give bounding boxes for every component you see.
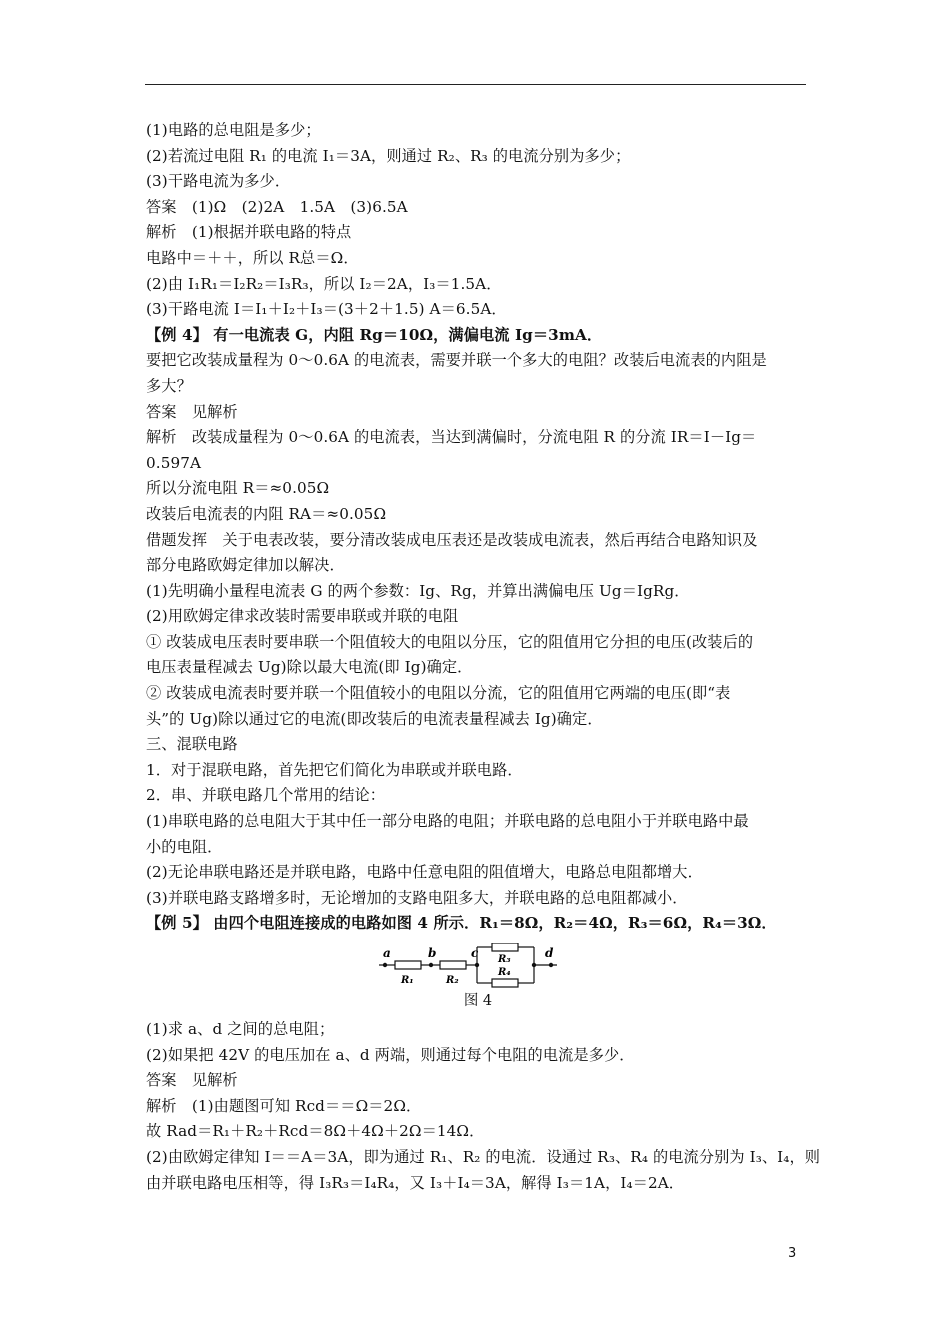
tip-line: 借题发挥 关于电表改装，要分清改装成电压表还是改装成电流表，然后再结合电路知识及 <box>146 530 758 549</box>
resistor-r2 <box>440 961 466 969</box>
text-line: 多大？ <box>146 376 192 395</box>
text-line: 1．对于混联电路，首先把它们简化为串联或并联电路． <box>146 760 523 779</box>
analysis-line: 解析 (1)由题图可知 Rcd＝＝Ω＝2Ω． <box>146 1096 422 1115</box>
circuit-figure <box>146 943 808 987</box>
text-line: (3)干路电流为多少． <box>146 172 291 191</box>
text-line: (2)由欧姆定律知 I＝＝A＝3A，即为通过 R₁、R₂ 的电流．设通过 R₃、R₄ 的电流分别为 I₃、I₄，则 <box>146 1147 821 1166</box>
analysis-line: 解析 (1)根据并联电路的特点 <box>146 223 352 242</box>
text-line: (2)如果把 42V 的电压加在 a、d 两端，则通过每个电阻的电流是多少． <box>146 1045 635 1064</box>
text-line: 改装后电流表的内阻 RA＝≈0.05Ω <box>146 504 387 523</box>
answer-line: 答案 (1)Ω (2)2A 1.5A (3)6.5A <box>146 197 408 216</box>
label-c: c <box>471 946 479 960</box>
text-line: 由并联电路电压相等，得 I₃R₃＝I₄R₄，又 I₃＋I₄＝3A，解得 I₃＝1A，I₄＝2A． <box>146 1173 685 1192</box>
resistor-r1 <box>395 961 421 969</box>
text-line: (3)并联电路支路增多时，无论增加的支路电阻多大，并联电路的总电阻都减小． <box>146 888 688 907</box>
text-line: 0.597A <box>146 453 202 472</box>
text-line: 电路中＝＋＋，所以 R总＝Ω． <box>146 248 359 267</box>
document-body <box>146 118 821 1196</box>
label-r4: R₄ <box>498 967 511 978</box>
text-line: 要把它改装成量程为 0～0.6A 的电流表，需要并联一个多大的电阻？改装后电流表的内阻是 <box>146 351 767 370</box>
text-line: (1)先明确小量程电流表 G 的两个参数：Ig、Rg，并算出满偏电压 Ug＝IgRg． <box>146 581 690 600</box>
label-r1: R₁ <box>401 975 414 986</box>
text-line: (2)由 I₁R₁＝I₂R₂＝I₃R₃，所以 I₂＝2A，I₃＝1.5A． <box>146 274 502 293</box>
section-heading: 三、混联电路 <box>146 735 238 754</box>
label-d: d <box>545 946 554 960</box>
text-line: 2．串、并联电路几个常用的结论： <box>146 786 386 805</box>
answer-line: 答案 见解析 <box>146 402 238 421</box>
text-line: 所以分流电阻 R＝≈0.05Ω <box>146 479 330 498</box>
terminal-d <box>549 963 553 967</box>
text-line: 小的电阻． <box>146 837 223 856</box>
text-line: (2)无论串联电路还是并联电路，电路中任意电阻的阻值增大，电路总电阻都增大． <box>146 863 703 882</box>
label-r2: R₂ <box>446 975 459 986</box>
text-line: ② 改装成电流表时要并联一个阻值较小的电阻以分流，它的阻值用它两端的电压(即“表 <box>146 684 731 703</box>
text-line: (3)干路电流 I＝I₁＋I₂＋I₃＝(3＋2＋1.5) A＝6.5A． <box>146 300 507 319</box>
text-line: (1)求 a、d 之间的总电阻； <box>146 1020 335 1038</box>
text-line: 部分电路欧姆定律加以解决． <box>146 556 345 575</box>
text-line: (1)串联电路的总电阻大于其中任一部分电路的电阻；并联电路的总电阻小于并联电路中最 <box>146 812 749 831</box>
resistor-r3 <box>492 943 518 951</box>
label-r3: R₃ <box>498 954 511 965</box>
text-line: 电压表量程减去 Ug)除以最大电流(即 Ig)确定． <box>146 658 473 677</box>
text-line: (1)电路的总电阻是多少； <box>146 121 321 139</box>
answer-line: 答案 见解析 <box>146 1071 238 1090</box>
text-line: 故 Rad＝R₁＋R₂＋Rcd＝8Ω＋4Ω＋2Ω＝14Ω． <box>146 1122 485 1141</box>
analysis-line: 解析 改装成量程为 0～0.6A 的电流表，当达到满偏时，分流电阻 R 的分流 IR＝I－Ig＝ <box>146 428 757 447</box>
text-line: (2)若流过电阻 R₁ 的电流 I₁＝3A，则通过 R₂、R₃ 的电流分别为多少； <box>146 146 631 165</box>
example-4-heading: 【例 4】 有一电流表 G，内阻 Rg＝10Ω，满偏电流 Ig＝3mA． <box>146 325 603 344</box>
label-a: a <box>383 946 391 960</box>
text-line: ① 改装成电压表时要串联一个阻值较大的电阻以分压，它的阻值用它分担的电压(改装后的 <box>146 632 754 651</box>
figure-caption: 图 4 <box>463 993 493 1009</box>
text-line: 头”的 Ug)除以通过它的电流(即改装后的电流表量程减去 Ig)确定． <box>146 709 603 728</box>
text-line: (2)用欧姆定律求改装时需要串联或并联的电阻 <box>146 607 459 626</box>
resistor-r4 <box>492 979 518 987</box>
example-5-heading: 【例 5】 由四个电阻连接成的电路如图 4 所示．R₁＝8Ω，R₂＝4Ω，R₃＝6Ω，R₄＝3Ω． <box>146 914 777 933</box>
label-b: b <box>428 946 437 960</box>
page-number: 3 <box>788 1246 797 1261</box>
circuit-diagram <box>379 943 569 989</box>
header-rule <box>145 84 806 85</box>
